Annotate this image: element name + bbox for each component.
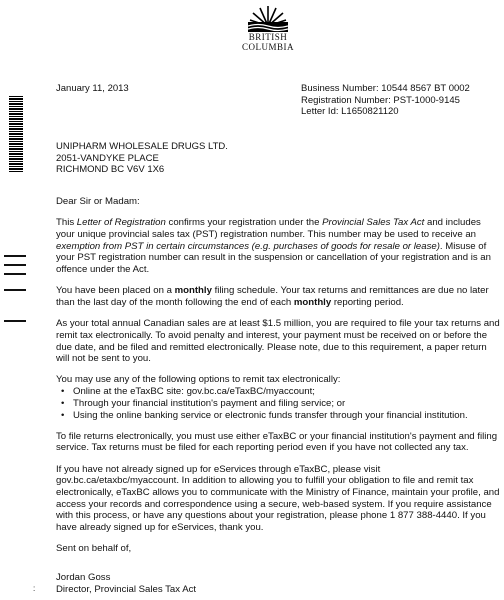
sunburst-icon <box>248 4 288 32</box>
logo-line-2: COLUMBIA <box>241 42 294 52</box>
letter-body <box>56 196 502 565</box>
recipient-street: 2051-VANDYKE PLACE <box>56 152 159 164</box>
letter-date: January 11, 2013 <box>56 83 129 94</box>
list-item: • Using the online banking service or electronic funds transfer through your financial institution. <box>61 409 468 421</box>
paragraph-file-returns: To file returns electronically, you must use either eTaxBC or your financial institution's payment and filing service. Tax returns must be filed for each reporting period even if you have not collected any tax. <box>56 430 498 454</box>
bullet-icon: • <box>61 409 65 421</box>
registration-number: Registration Number: PST-1000-9145 <box>301 94 460 106</box>
recipient-name: UNIPHARM WHOLESALE DRUGS LTD. <box>56 141 228 152</box>
bullet-icon: • <box>61 397 65 409</box>
paragraph-eservices: If you have not already signed up for eServices through eTaxBC, please visit gov.bc.ca/etaxbc/myaccount. In addition to allowing you to fulfill your obligation to file and remit tax electronically, eTaxBC allows you to communicate with the Ministry of Finance, maintain your profile, and access your records and correspondence using a secure, web-based system. If you require assistance with this process, or have any questions about your registration, please phone 1 877 388-4440. If you have already signed up for eServices, thank you. <box>56 463 500 534</box>
fold-mark <box>4 273 26 275</box>
signature-block <box>56 572 196 595</box>
signer-title: Director, Provincial Sales Tax Act <box>56 583 197 595</box>
fold-mark <box>4 320 26 322</box>
reference-block <box>301 83 470 118</box>
options-list <box>56 386 502 421</box>
fold-mark <box>4 255 26 257</box>
recipient-address <box>56 141 228 176</box>
signer-name: Jordan Goss <box>56 572 111 583</box>
closing: Sent on behalf of, <box>56 543 132 555</box>
bullet-icon: • <box>61 386 65 398</box>
fold-mark <box>4 264 26 266</box>
barcode <box>9 96 23 172</box>
list-item: • Through your financial institution's payment and filing service; or <box>61 397 346 409</box>
list-item: • Online at the eTaxBC site: gov.bc.ca/eTaxBC/myaccount; <box>61 386 315 398</box>
paragraph-electronic-requirement: As your total annual Canadian sales are at least $1.5 million, you are required to file your tax returns and remit tax electronically. To avoid penalty and interest, your payment must be received on or before the due date, and be filed and remitted electronically. Please note, due to this requirement, a paper return will not be sent to you. <box>56 318 500 365</box>
paragraph-filing-schedule: You have been placed on a monthly filing schedule. Your tax returns and remittances are due no later than the last day of the month following the end of each monthly reporting period. <box>56 285 489 308</box>
paragraph-options: You may use any of the following options to remit tax electronically: <box>56 374 341 386</box>
fold-mark <box>4 289 26 291</box>
recipient-city: RICHMOND BC V6V 1X6 <box>56 164 165 175</box>
salutation: Dear Sir or Madam: <box>56 196 140 207</box>
bc-logo <box>236 4 300 52</box>
letter-id: Letter Id: L1650821120 <box>301 106 399 117</box>
logo-line-1: BRITISH <box>248 32 288 42</box>
paragraph-registration: This Letter of Registration confirms your registration under the Provincial Sales Tax Act and includes your unique provincial sales tax (PST) registration number. This number may be used to receive an exemption from PST in certain circumstances (e.g. purchases of goods for resale or lease). Misuse of your PST registration number can result in the suspension or cancellation of your registration and is an offence under the Act. <box>56 217 491 276</box>
business-number: Business Number: 10544 8567 BT 0002 <box>301 83 470 94</box>
margin-mark: : <box>33 584 36 593</box>
